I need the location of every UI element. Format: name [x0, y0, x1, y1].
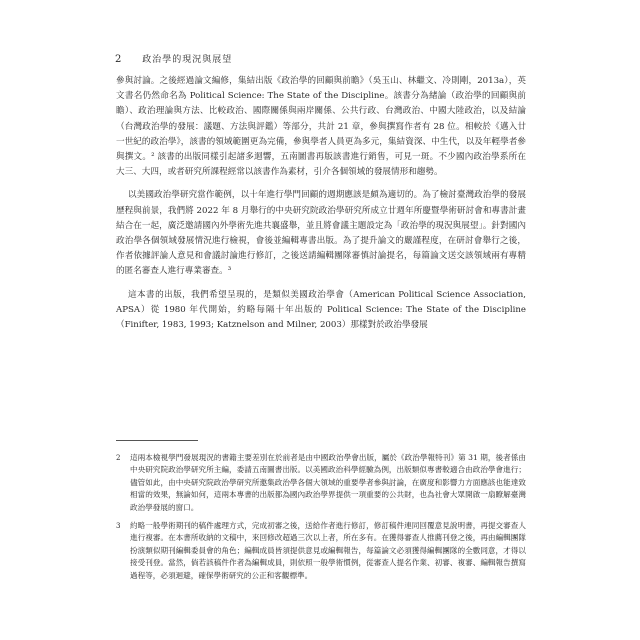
page-number: 2 — [115, 54, 123, 65]
footnotes — [116, 452, 526, 588]
page-header — [115, 52, 232, 65]
footnote — [116, 452, 526, 514]
footnote-text: 約略一般學術期刊的稿件處理方式，完成初審之後，送給作者進行修訂，修訂稿件連同回覆意見說明書，再提交審查人進行複審。在本書所收納的文稿中，來回修改超過三次以上者，所在多有。在獲得審查人推薦刊登之後，再由編輯團隊扮演類似期刊編輯委員會的角色；編輯成員皆須提供意見或編輯報告，每篇論文必須獲得編輯團隊的全數同意，才得以接受刊登。當然，倘若該稿件作者為編輯成員，則依照一般學術慣例，從審查人提名作業、初審、複審、編輯報告撰寫過程等，必須迴避，確保學術研究的公正和客觀標準。 — [130, 521, 526, 580]
body-paragraph: 這本書的出版，我們希望呈現的，是類似美國政治學會（American Political Science Association, APSA）從 1980 年代開始，約略每隔十年出版的 Political Science: The State of the Discipline（Finifter, 1983, 1993; Katznelson and Milner, 2003）那樣對於政治學發展 — [116, 289, 526, 331]
footnote-number: 2 — [116, 454, 121, 462]
body-paragraph: 以美國政治學研究當作範例，以十年進行學門回顧的週期應該是頗為適切的。為了檢討臺灣政治學的發展歷程與前景，我們將 2022 年 8 月舉行的中央研究院政治學研究所成立廿週年所慶暨學術研討會和專書計畫結合在一起，廣泛邀請國內外學術先進共襄盛舉，並且將會議主題設定為「政治學的現況與展望」。針對國內政治學各個領域發展情況進行檢視，會後並編輯專書出版。為了提升論文的嚴謹程度，在研討會舉行之後，作者依據評論人意見和會議討論進行修訂，之後送請編輯團隊審慎討論提名，每篇論文送交該領域兩有專精的匿名審查人進行專業審查。³ — [116, 190, 526, 277]
footnote-divider — [116, 440, 198, 441]
footnote-number: 3 — [116, 522, 121, 531]
body-text — [116, 74, 526, 341]
footnote-text: 這兩本檢視學門發展現況的書籍主要差別在於前者是由中國政治學會出版，屬於《政治學報特刊》第 31 期，後者係由中央研究院政治學研究所主編，委請五南圖書出版。以美國政治科學經驗為例，出版類似專書較適合由政治學會進行；儘管如此，由中央研究院政治學研究所邀集政治學各個大領域的重要學者參與討論，在廣度和影響力方面應該也能達致相當的效果，無論如何，這兩本專書的出版都為國內政治學界提供一項重要的公共財，也為社會大眾開啟一扇瞭解臺灣政治學發展的窗口。 — [130, 453, 526, 512]
body-paragraph: 參與討論。之後經過論文編修，集結出版《政治學的回顧與前瞻》（吳玉山、林繼文、冷則剛，2013a），英文書名仍然命名為 Political Science: The State of the Discipline。該書分為緒論（政治學的回顧與前瞻）、政治理論與方法、比較政治、國際關係與兩岸關係、公共行政、台灣政治、中國大陸政治，以及結論（台灣政治學的發展：議題、方法與評鑑）等部分，共計 21 章，參與撰寫作者有 28 位。相較於《邁入廿一世紀的政治學》，該書的領域範圍更為完備，參與學者人員更為多元，集結資深、中生代，以及年輕學者參與撰文。² 該書的出版同樣引起諸多迴響，五南圖書再版該書進行銷售，可見一斑。不少國內政治學系所在大三、大四，或者研究所課程經常以該書作為素材，引介各個領域的發展情形和趨勢。 — [116, 76, 526, 178]
footnote — [116, 520, 526, 582]
running-title: 政治學的現況與展望 — [142, 55, 233, 65]
